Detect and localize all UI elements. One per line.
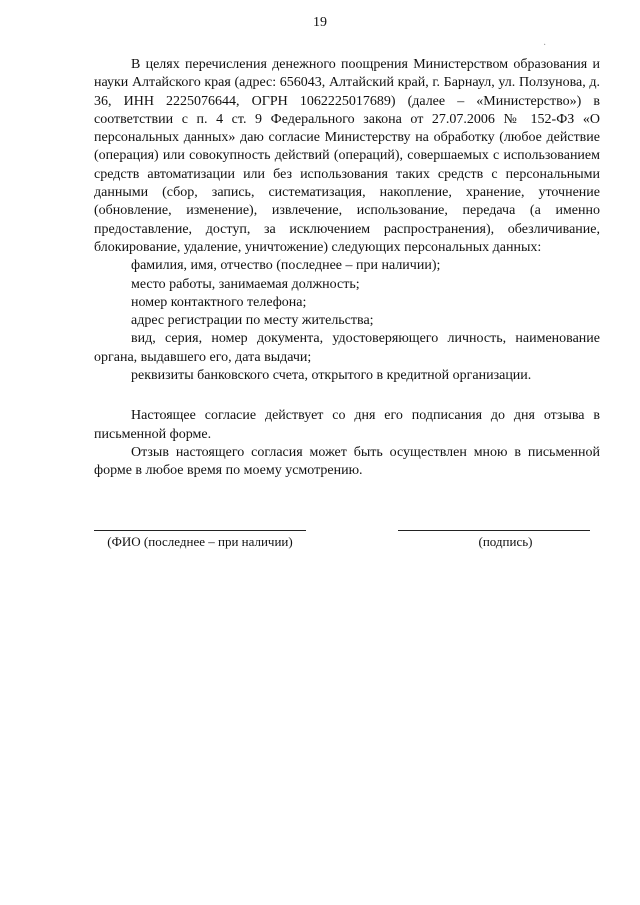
list-item: фамилия, имя, отчество (последнее – при наличии); bbox=[131, 258, 441, 274]
consent-validity-paragraph: Настоящее согласие действует со дня его подписания до дня отзыва в письменной форме. bbox=[94, 408, 600, 442]
signature-label: (подпись) bbox=[478, 534, 533, 549]
spacer bbox=[94, 385, 600, 407]
page-number: 19 bbox=[313, 15, 327, 30]
list-item: реквизиты банковского счета, открытого в кредитной организации. bbox=[131, 368, 532, 384]
consent-revocation-paragraph: Отзыв настоящего согласия может быть осуществлен мною в письменной форме в любое время по моему усмотрению. bbox=[94, 444, 600, 479]
consent-paragraph-main: В целях перечисления денежного поощрения Министерством образования и науки Алтайского края (адрес: 656043, Алтайский край, г. Барнаул, ул. Ползунова, д. 36, ИНН 2225076644, ОГРН 1062225017689) (далее – «Министерство») в соответствии с п. 4 ст. 9 Федерального закона от 27.07.2006 № 152-ФЗ «О персональных данных» даю согласие Министерству на обработку (любое действие (операция) или совокупность действий (операций), совершаемых с использованием средств автоматизации или без использования таких средств с персональными данными (сбор, запись, систематизация, накопление, хранение, уточнение (обновление, изменение), извлечение, использование, передача (а именно предоставление, доступ, за исключением распространения), обезличивание, блокирование, удаление, уничтожение) следующих персональных данных: bbox=[94, 57, 600, 255]
margin-mark: · bbox=[543, 40, 547, 51]
signature-line bbox=[398, 530, 590, 531]
fio-label: (ФИО (последнее – при наличии) bbox=[107, 534, 293, 549]
personal-data-list bbox=[94, 257, 600, 385]
fio-line bbox=[94, 530, 306, 531]
list-item: адрес регистрации по месту жительства; bbox=[131, 313, 374, 329]
list-item: вид, серия, номер документа, удостоверяющего личность, наименование органа, выдавшего его, дата выдачи; bbox=[94, 331, 600, 365]
list-item: место работы, занимаемая должность; bbox=[131, 276, 360, 292]
consent-body bbox=[94, 56, 600, 481]
list-item: номер контактного телефона; bbox=[131, 294, 307, 310]
